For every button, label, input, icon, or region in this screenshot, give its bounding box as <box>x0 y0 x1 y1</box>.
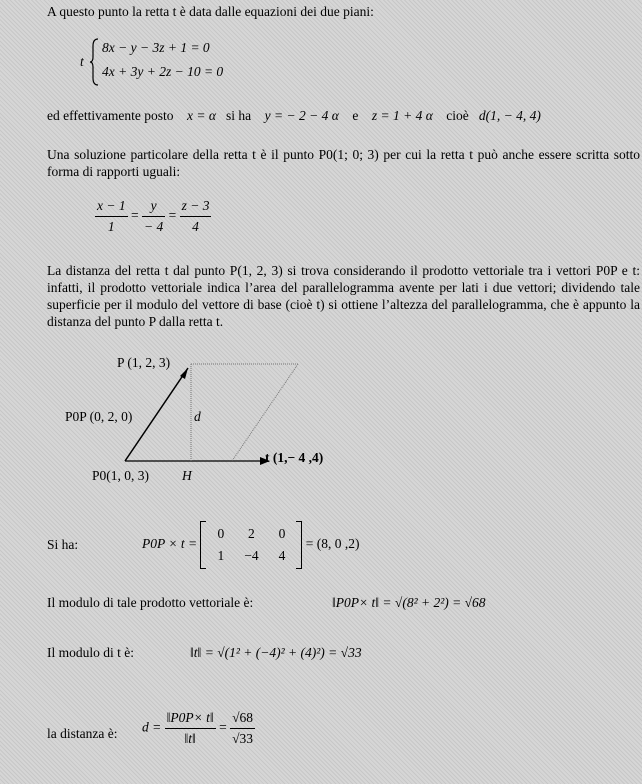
modulus-product-expr: ‖P0P× t‖ = √(8² + 2²) = √68 <box>332 595 486 610</box>
d-label: d <box>194 409 201 424</box>
ratio-equation: $\frac{x - 1}{1}$ = $\frac{y}{- 4}$ = $\frac{z - 3}{4}$ <box>97 198 210 234</box>
cross-intro: Si ha: <box>47 537 79 552</box>
p0-label: P0(1, 0, 3) <box>92 468 149 483</box>
system-brace-icon <box>90 38 100 86</box>
p-label: P (1, 2, 3) <box>117 355 171 370</box>
t-label: t (1,− 4 ,4) <box>265 450 324 465</box>
final-formula: d = $\frac{‖P0P\times t‖}{‖t‖}$ = $\frac{√68}{√33}$ <box>142 710 253 746</box>
final-text: la distanza è: <box>47 726 118 741</box>
modulus-t-expr: ‖t‖ = √(1² + (−4)² + (4)²) = √33 <box>190 645 362 660</box>
h-label: H <box>182 468 192 483</box>
system-eq2: 4x + 3y + 2z − 10 = 0 <box>102 64 224 79</box>
modulus-t-text: Il modulo di t è: <box>47 645 134 660</box>
particular-text: Una soluzione particolare della retta t è il punto P0(1; 0; 3) per cui la retta t può anche essere scritta sotto forma di rapporti uguali: <box>47 147 640 179</box>
distance-text: La distanza del retta t dal punto P(1, 2, 3) si trova considerando il prodotto vettoriale tra i vettori P0P e t: infatti, il prodotto vettoriale indica l’area del parallelogramma avente per lati i due vettori; dividendo tale superficie per il modulo del vettore di base (cioè t) si ottiene l’altezza del parallelogramma, che è appunto la distanza del punto P dalla retta t. <box>47 263 640 329</box>
p0p-vector <box>125 368 188 461</box>
right-side <box>232 364 298 461</box>
p0p-label: P0P (0, 2, 0) <box>65 409 133 424</box>
system-eq1: 8x − y − 3z + 1 = 0 <box>102 40 210 55</box>
system-label: t <box>80 54 84 69</box>
cross-product: P0P × t = 0 2 0 1 −4 4 = (8, 0 ,2) <box>142 521 359 569</box>
param-line: ed effettivamente posto x = α si ha y = − 2 − 4 α e z = 1 + 4 α cioè d(1, − 4, 4) <box>47 108 541 123</box>
intro-text: A questo punto la retta t è data dalle equazioni dei due piani: <box>47 4 374 19</box>
modulus-product-text: Il modulo di tale prodotto vettoriale è: <box>47 595 254 610</box>
parallelogram-diagram <box>60 348 360 486</box>
cross-matrix: 0 2 0 1 −4 4 <box>200 521 302 569</box>
